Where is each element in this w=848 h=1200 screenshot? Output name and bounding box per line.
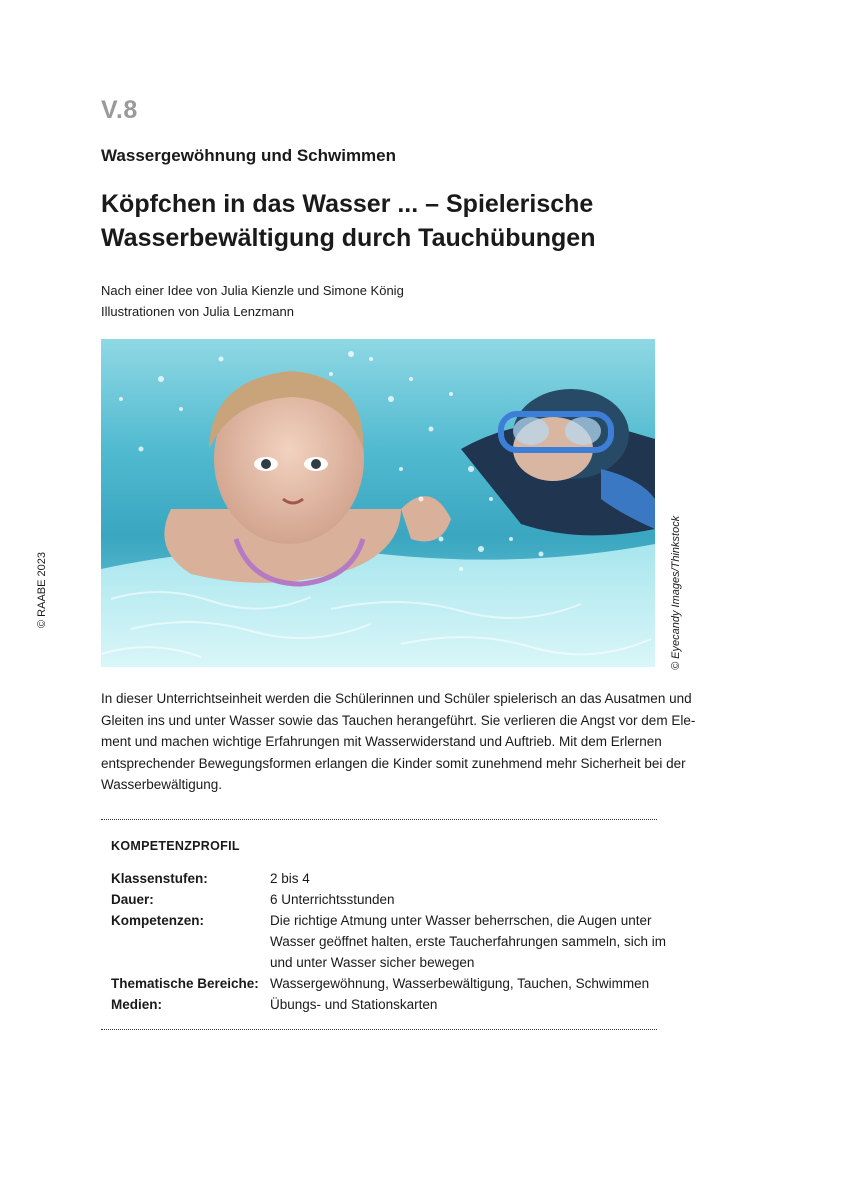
profile-label: Dauer:: [111, 892, 154, 907]
profile-value: [270, 889, 651, 910]
profile-value: [270, 910, 666, 973]
profile-value: [270, 868, 651, 889]
side-copyright: © RAABE 2023: [36, 552, 48, 628]
profile-value-line: Übungs- und Stationskarten: [270, 997, 438, 1012]
title-line: Wasserbewältigung durch Tauchübungen: [101, 224, 596, 252]
profile-value-line: und unter Wasser sicher bewegen: [270, 955, 475, 970]
profile-row: [111, 889, 651, 910]
profile-heading: KOMPETENZPROFIL: [111, 839, 240, 853]
profile-row: [111, 973, 651, 994]
profile-value-line: Wasser geöffnet halten, erste Taucherfahrungen sammeln, sich im: [270, 934, 666, 949]
profile-row: [111, 910, 666, 973]
divider-top: [101, 819, 657, 820]
underwater-children-photo: [101, 339, 655, 667]
profile-value-line: 6 Unterrichtsstunden: [270, 892, 395, 907]
title-line: Köpfchen in das Wasser ... – Spielerische: [101, 190, 594, 218]
profile-label: Kompetenzen:: [111, 913, 205, 928]
profile-value-line: Wassergewöhnung, Wasserbewältigung, Tauchen, Schwimmen: [270, 976, 650, 991]
intro-line: Gleiten ins und unter Wasser sowie das Tauchen herangeführt. Sie verlieren die Angst vor dem Ele-: [101, 712, 696, 728]
intro-line: ment und machen wichtige Erfahrungen mit Wasserwiderstand und Auftrieb. Mit dem Erlernen: [101, 734, 662, 749]
profile-row: [111, 868, 651, 889]
competence-profile: [111, 868, 666, 1015]
profile-label: Klassenstufen:: [111, 871, 208, 886]
profile-label: Medien:: [111, 997, 163, 1012]
profile-value-line: 2 bis 4: [270, 871, 310, 886]
divider-bottom: [101, 1029, 657, 1030]
intro-line: Wasserbewältigung.: [101, 777, 223, 792]
topic-heading: Wassergewöhnung und Schwimmen: [101, 146, 397, 165]
profile-label: Thematische Bereiche:: [111, 976, 259, 991]
profile-value-line: Die richtige Atmung unter Wasser beherrschen, die Augen unter: [270, 913, 652, 928]
profile-row: [111, 994, 651, 1015]
intro-line: entsprechender Bewegungsformen erlangen die Kinder somit zunehmend mehr Sicherheit bei der: [101, 755, 686, 771]
credit-line: Illustrationen von Julia Lenzmann: [101, 304, 294, 319]
credit-line: Nach einer Idee von Julia Kienzle und Simone König: [101, 283, 404, 298]
profile-value: [270, 973, 651, 994]
author-credits: [101, 280, 404, 322]
profile-value: [270, 994, 651, 1015]
intro-paragraph: [101, 688, 696, 796]
photo-credit: © Eyecandy Images/Thinkstock: [670, 515, 682, 670]
section-code: V.8: [101, 96, 138, 124]
page-title: [101, 187, 701, 255]
intro-line: In dieser Unterrichtseinheit werden die Schülerinnen und Schüler spielerisch an das Ausatmen und: [101, 691, 692, 706]
